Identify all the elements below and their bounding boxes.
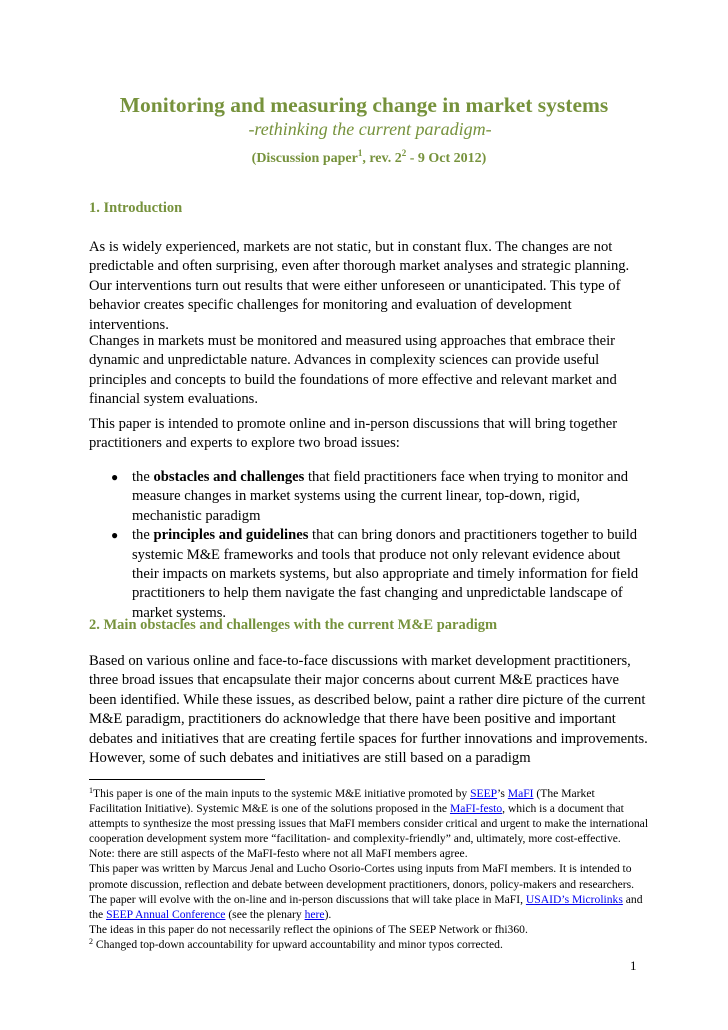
microlinks-link[interactable]: USAID’s Microlinks [525,892,623,906]
section-2-paragraph-1: Based on various online and face-to-face discussions with market development practitioners, three broad issues that encapsulate their major concerns about current M&E practices have been identified. While these issues, as described below, paint a rather dire picture of the current M&E paradigm, practitioners do acknowledge that there have been positive and important debates and initiatives that are creating fertile spaces for further innovations and improvements. However, some of such debates and initiatives are still based on a paradigm [89,653,648,767]
footnote-ref-2[interactable]: 2 [401,148,407,158]
footnote-1-authors: This paper was written by Marcus Jenal and Lucho Osorio-Cortes using inputs from MaFI members. It is intended to promote discussion, reflection and debate between development practitioners, donors, policy-makers and researchers. The paper will evolve with the on-line and in-person discussions that will take place in MaFI, USAID’s Microlinks and the SEEP Annual Conference (see the plenary here). [89,862,643,921]
bullet-icon: ● [111,528,119,543]
bullet-bold-text: principles and guidelines [153,527,309,544]
bullet-item-principles: ● the principles and guidelines that can bring donors and practitioners together to build systemic M&E frameworks and tools that produce not only relevant evidence about their impacts on markets systems, but also appropriate and timely information for field practitioners to help them navigate the fast changing and unpredictable landscape of market systems. [111,527,639,621]
page-number: 1 [630,958,637,973]
issues-bullet-list [89,468,649,623]
section-1-heading: 1. Introduction [89,200,183,216]
plenary-here-link[interactable]: here [304,907,325,921]
disc-text-a: (Discussion paper [251,151,358,166]
bullet-bold-text: obstacles and challenges [153,469,305,485]
disc-text-c: - 9 Oct 2012) [406,151,487,166]
intro-paragraph-1: As is widely experienced, markets are not static, but in constant flux. The changes are not predictable and often surprising, even after thorough market analyses and strategic planning. Our interventions turn out results that were either unforeseen or unanticipated. This type of behavior creates specific challenges for monitoring and evaluation of development interventions. [89,239,630,333]
footnote-separator [89,779,265,780]
document-subtitle: -rethinking the current paradigm- [248,119,492,139]
seep-link[interactable]: SEEP [470,787,498,800]
footnote-1: $^1$This paper is one of the main inputs to the systemic M&E initiative promoted by SEEP’s MaFI (The Market Facilitation Initiative). Systemic M&E is one of the solutions proposed in the MaFI-festo, which is a document that attempts to synthesize the most pressing issues that MaFI members consider critical and urgent to make the international cooperation development system more “facilitation- and complexity-friendly” and, ultimately, more cost-effective. Note: there are still aspects of the MaFI-festo where not all MaFI members agree. [89,786,649,861]
seep-conference-link[interactable]: SEEP Annual Conference [106,907,226,921]
footnote-1-disclaimer: The ideas in this paper do not necessarily reflect the opinions of The SEEP Network or fhi360. [89,922,528,936]
mafi-link[interactable]: MaFI [507,787,534,800]
footnotes [89,786,649,952]
disc-text-b: , rev. 2 [362,151,402,166]
bullet-item-obstacles: ● the obstacles and challenges that field practitioners face when trying to monitor and measure changes in market systems using the current linear, top-down, rigid, mechanistic paradigm [111,469,629,524]
intro-paragraph-2: Changes in markets must be monitored and measured using approaches that embrace their dynamic and unpredictable nature. Advances in complexity sciences can provide useful principles and concepts to build the foundations of more effective and relevant market and financial system evaluations. [89,333,617,408]
document-title: Monitoring and measuring change in market systems [119,93,609,117]
footnote-ref-1[interactable]: 1 [357,148,363,158]
discussion-paper-line [0,150,728,168]
section-2-heading: 2. Main obstacles and challenges with the current M&E paradigm [89,617,498,633]
footnote-2: $^2$ Changed top-down accountability for upward accountability and minor typos corrected. [89,936,503,951]
intro-paragraph-3: This paper is intended to promote online and in-person discussions that will bring together practitioners and experts to explore two broad issues: [89,416,618,452]
bullet-icon: ● [111,470,119,484]
mafi-festo-link[interactable]: MaFI-festo [449,802,503,816]
